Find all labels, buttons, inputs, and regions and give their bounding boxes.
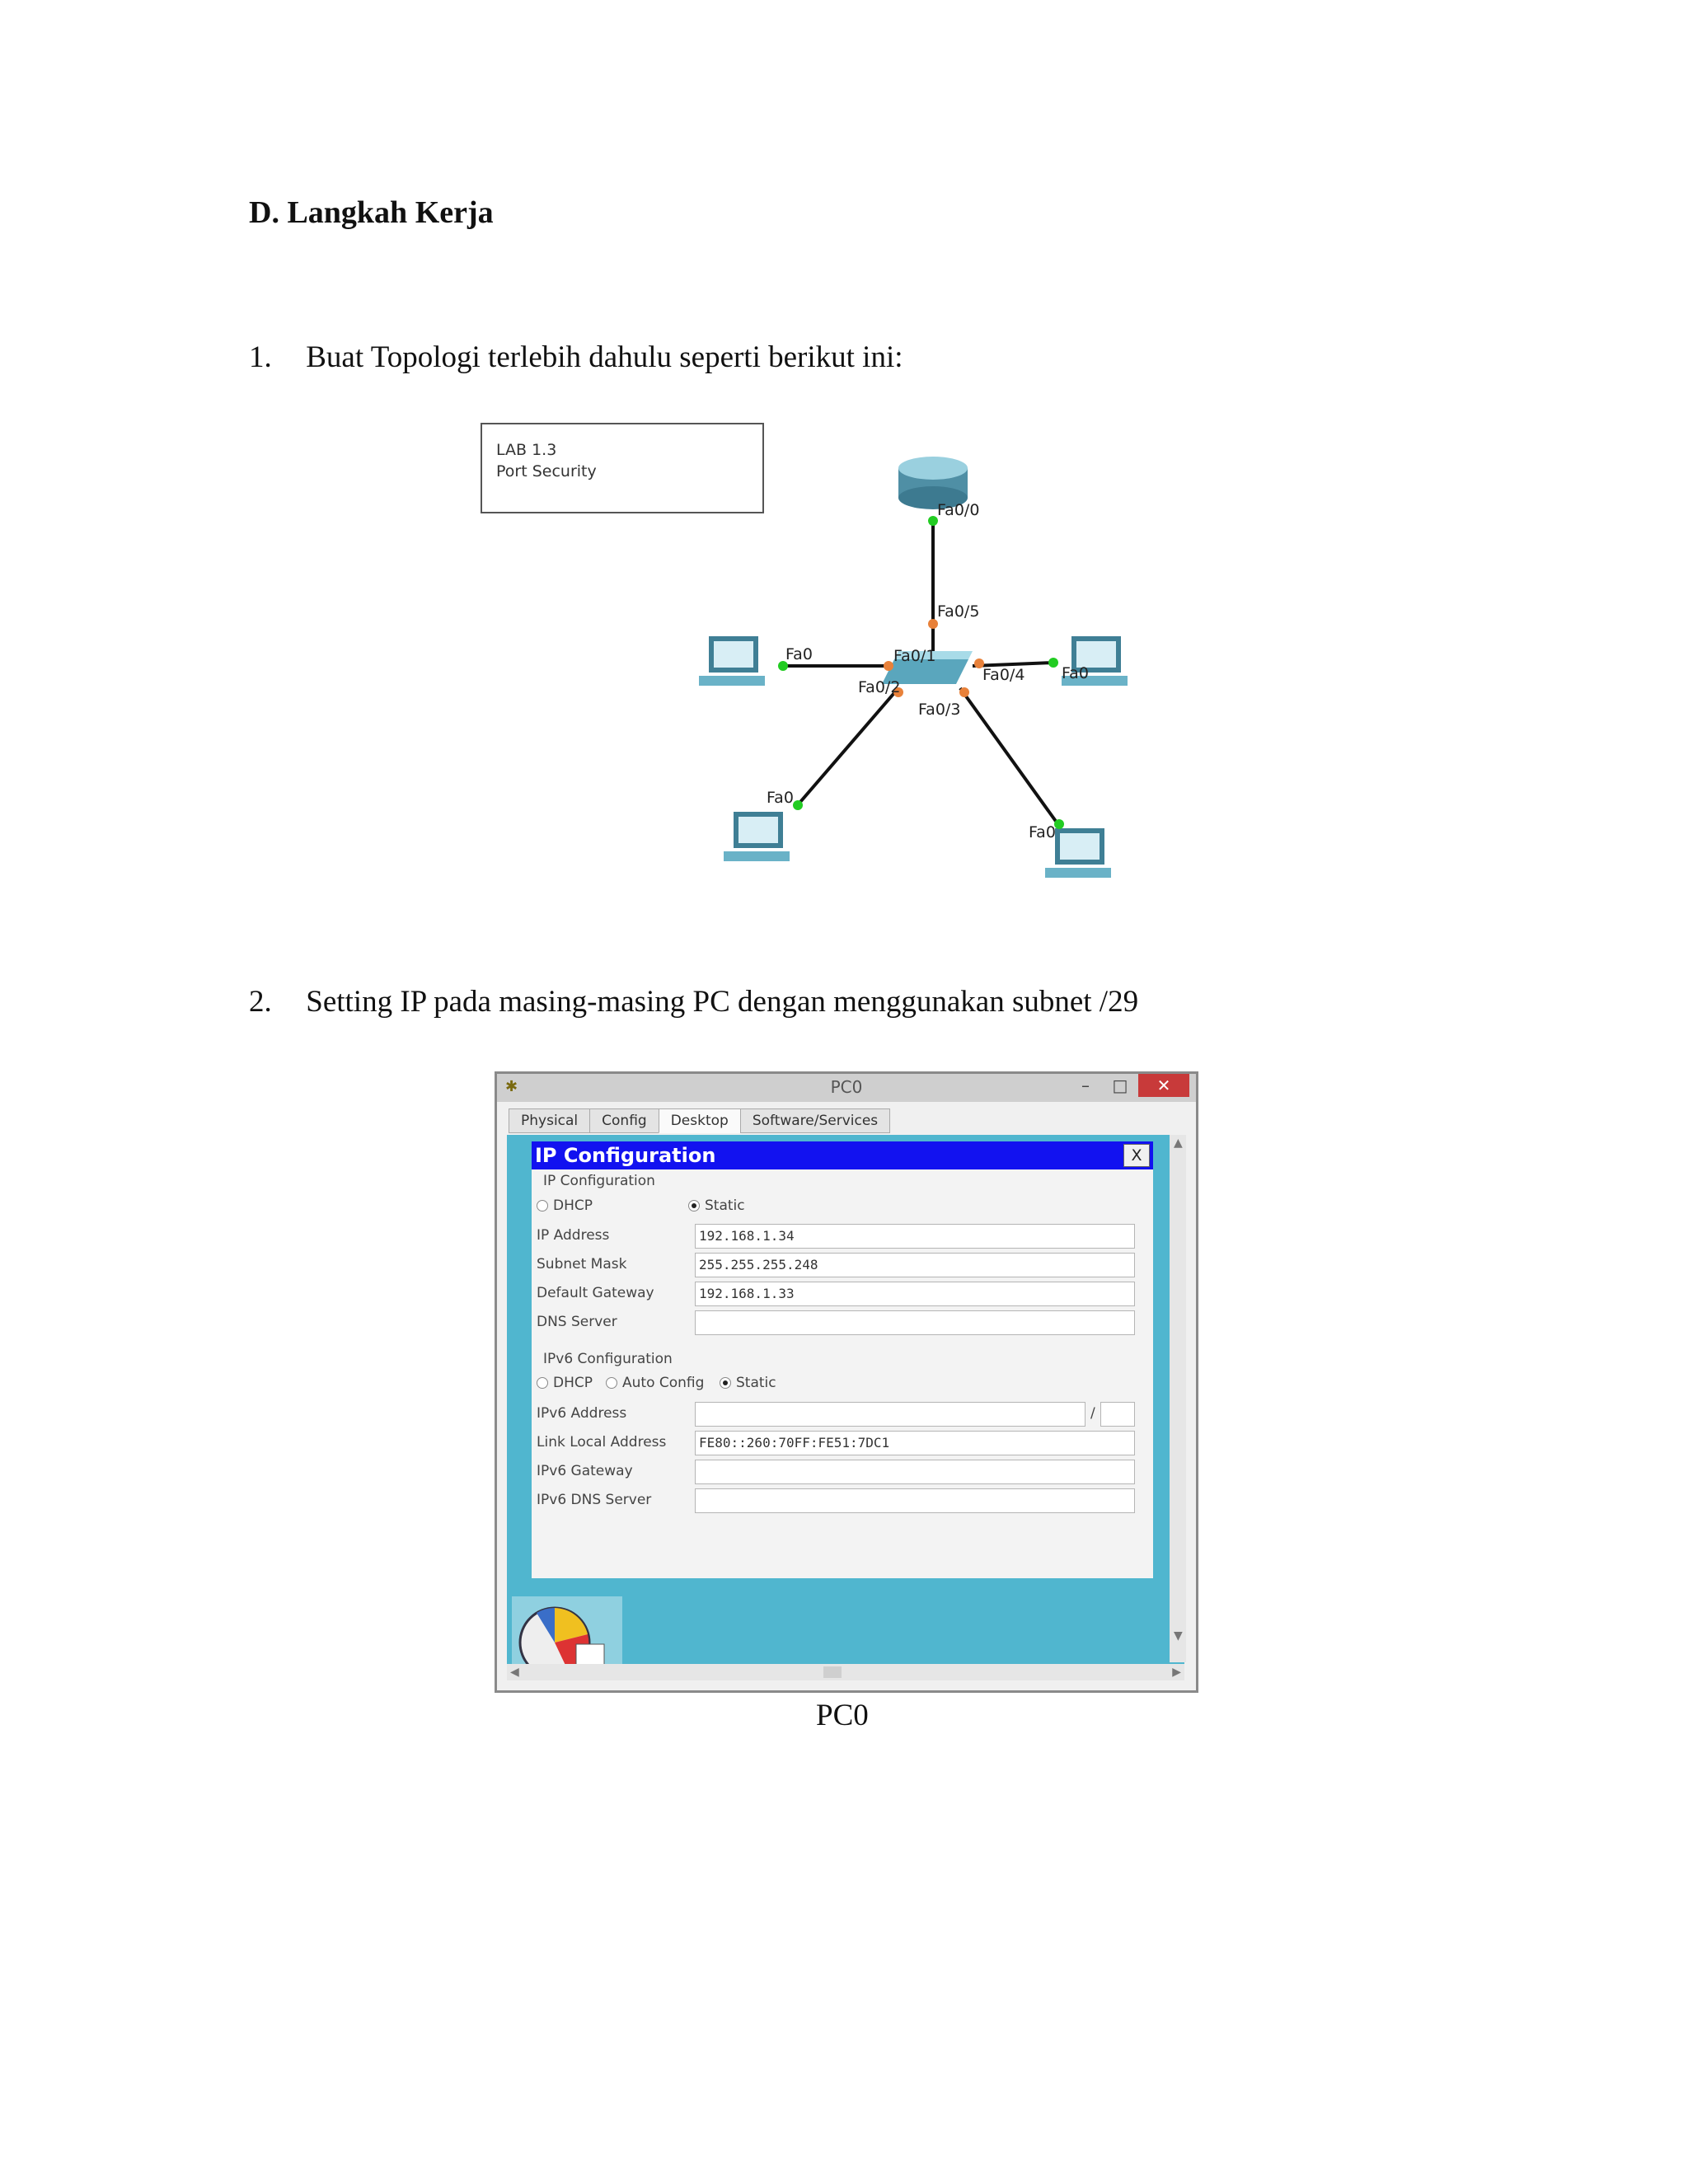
app-icon: ✱	[505, 1078, 518, 1095]
dhcp-label: DHCP	[553, 1197, 593, 1214]
port-label-fa05: Fa0/5	[937, 602, 980, 621]
link-pc-bottom-left	[795, 688, 898, 808]
lab-note-line1: LAB 1.3	[496, 441, 557, 459]
ipv6-address-field[interactable]	[695, 1402, 1085, 1427]
ipv6-auto-config-radio[interactable]	[606, 1377, 617, 1389]
ipv6-prefix-field[interactable]	[1100, 1402, 1135, 1427]
port-label-pc-left: Fa0	[785, 645, 813, 663]
dns-server-field[interactable]	[695, 1310, 1135, 1335]
ipv6-auto-config-label: Auto Config	[622, 1375, 705, 1391]
ip-configuration-header	[532, 1141, 1153, 1169]
tab-software-services[interactable]: Software/Services	[740, 1108, 890, 1133]
lab-note-line2: Port Security	[496, 462, 597, 480]
default-gateway-label: Default Gateway	[537, 1285, 654, 1301]
ip-address-label: IP Address	[537, 1227, 610, 1244]
tab-physical[interactable]: Physical	[509, 1108, 590, 1133]
ipv4-group-label: IP Configuration	[543, 1173, 655, 1189]
port-label-fa03: Fa0/3	[918, 701, 961, 719]
static-label: Static	[705, 1197, 745, 1214]
vertical-scrollbar[interactable]	[1170, 1135, 1186, 1662]
dns-server-label: DNS Server	[537, 1314, 617, 1330]
link-local-label: Link Local Address	[537, 1434, 667, 1451]
window-close-button[interactable]: ✕	[1138, 1074, 1189, 1097]
step-1-text: Buat Topologi terlebih dahulu seperti berikut ini:	[306, 340, 903, 374]
window-title: PC0	[830, 1077, 863, 1097]
ipv6-dhcp-label: DHCP	[553, 1375, 593, 1391]
pc-icon-left	[699, 636, 765, 686]
subnet-mask-field[interactable]: 255.255.255.248	[695, 1253, 1135, 1277]
port-label-pc-bottom-left: Fa0	[767, 789, 794, 807]
ipv6-static-radio[interactable]	[720, 1377, 731, 1389]
link-local-field[interactable]: FE80::260:70FF:FE51:7DC1	[695, 1431, 1135, 1455]
scroll-left-arrow[interactable]: ◀	[510, 1666, 519, 1679]
scroll-down-arrow[interactable]: ▼	[1174, 1629, 1183, 1643]
pc-icon-bottom-left	[724, 812, 790, 861]
horizontal-scrollbar[interactable]	[507, 1664, 1184, 1680]
ipv6-prefix-separator: /	[1090, 1405, 1095, 1422]
network-topology-diagram	[470, 412, 1162, 890]
port-label-pc-right: Fa0	[1062, 664, 1089, 682]
pc0-window	[495, 1071, 1198, 1693]
maximize-button[interactable]: □	[1112, 1076, 1128, 1095]
desktop-area	[507, 1135, 1184, 1667]
ip-address-field[interactable]: 192.168.1.34	[695, 1224, 1135, 1249]
step-2	[249, 984, 1138, 1019]
ipv6-dns-field[interactable]	[695, 1488, 1135, 1513]
ipv6-address-label: IPv6 Address	[537, 1405, 627, 1422]
desktop-app-icon[interactable]	[512, 1596, 622, 1667]
port-label-fa02: Fa0/2	[858, 678, 901, 696]
default-gateway-field[interactable]: 192.168.1.33	[695, 1282, 1135, 1306]
section-heading: D. Langkah Kerja	[249, 195, 494, 230]
link-pc-bottom-right	[960, 688, 1059, 826]
ipv6-static-label: Static	[736, 1375, 776, 1391]
ipv6-dhcp-radio[interactable]	[537, 1377, 548, 1389]
tab-desktop[interactable]: Desktop	[659, 1108, 741, 1133]
subnet-mask-label: Subnet Mask	[537, 1256, 627, 1272]
static-radio[interactable]	[688, 1200, 700, 1212]
tab-bar	[509, 1108, 889, 1133]
step-2-number: 2.	[249, 985, 272, 1019]
port-label-fa01: Fa0/1	[893, 647, 936, 665]
ip-configuration-title: IP Configuration	[535, 1144, 716, 1167]
port-label-pc-bottom-right: Fa0	[1029, 823, 1056, 841]
ipv6-dns-label: IPv6 DNS Server	[537, 1492, 652, 1508]
step-1	[249, 340, 903, 375]
minimize-button[interactable]: –	[1081, 1076, 1090, 1095]
step-2-text: Setting IP pada masing-masing PC dengan menggunakan subnet /29	[306, 985, 1139, 1019]
figure-caption: PC0	[816, 1699, 869, 1732]
ipv6-gateway-label: IPv6 Gateway	[537, 1463, 633, 1479]
port-label-router: Fa0/0	[937, 501, 980, 519]
scroll-thumb[interactable]	[823, 1666, 842, 1678]
ip-configuration-panel	[532, 1141, 1153, 1578]
scroll-up-arrow[interactable]: ▲	[1174, 1137, 1183, 1150]
step-1-number: 1.	[249, 340, 272, 374]
scroll-right-arrow[interactable]: ▶	[1172, 1666, 1181, 1679]
panel-close-button[interactable]: X	[1123, 1144, 1150, 1167]
ipv6-gateway-field[interactable]	[695, 1460, 1135, 1484]
port-label-fa04: Fa0/4	[982, 666, 1025, 684]
tab-config[interactable]: Config	[589, 1108, 659, 1133]
ipv6-group-label: IPv6 Configuration	[543, 1351, 673, 1367]
window-titlebar[interactable]	[497, 1074, 1196, 1102]
dhcp-radio[interactable]	[537, 1200, 548, 1212]
